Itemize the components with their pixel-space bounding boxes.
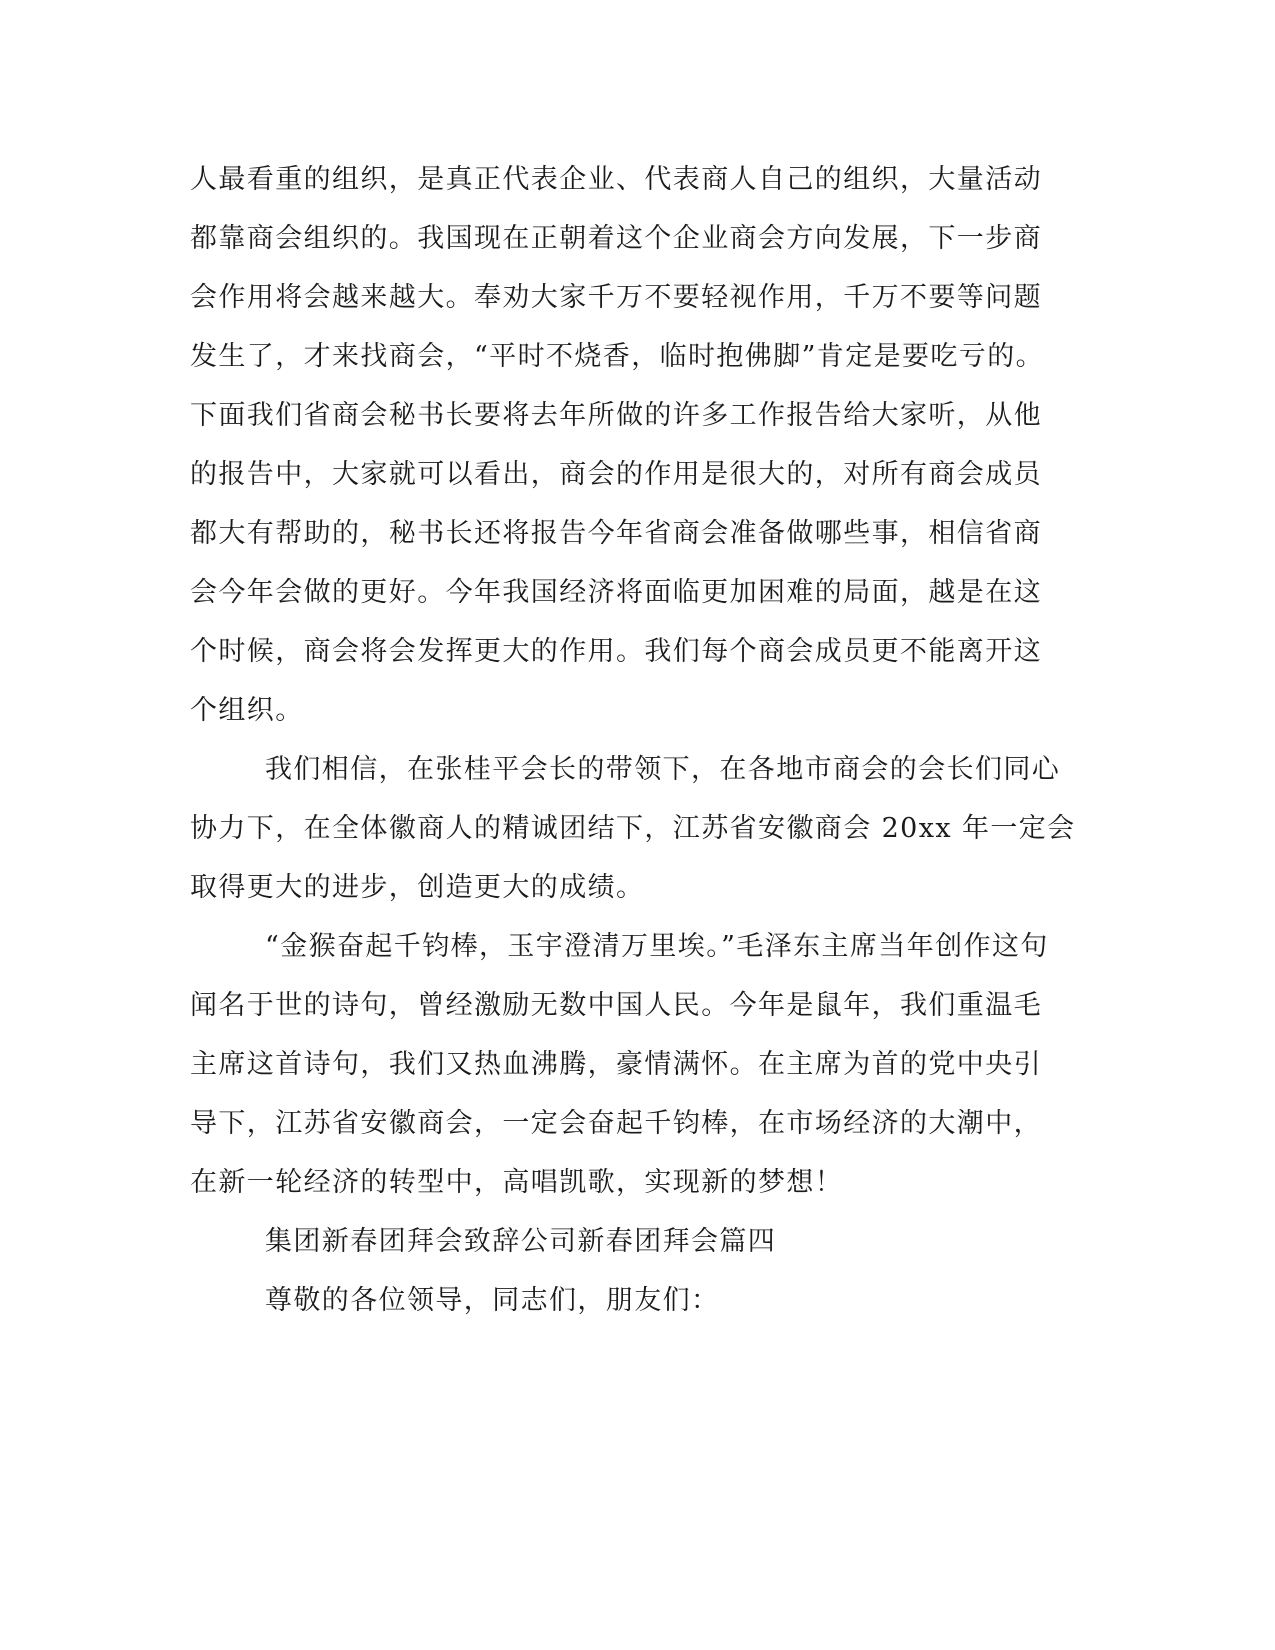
paragraph-line: 的报告中，大家就可以看出，商会的作用是很大的，对所有商会成员 — [190, 459, 1042, 490]
paragraph-line: 个组织。 — [190, 695, 304, 726]
paragraph-line: 人最看重的组织，是真正代表企业、代表商人自己的组织，大量活动 — [190, 164, 1042, 195]
paragraph-line: 取得更大的进步，创造更大的成绩。 — [190, 872, 645, 903]
paragraph-line: “金猴奋起千钧棒，玉宇澄清万里埃。”毛泽东主席当年创作这句 — [265, 931, 1049, 962]
paragraph-line: 闻名于世的诗句，曾经激励无数中国人民。今年是鼠年，我们重温毛 — [190, 990, 1042, 1021]
paragraph-line: 下面我们省商会秘书长要将去年所做的许多工作报告给大家听，从他 — [190, 400, 1042, 431]
paragraph-line: 协力下，在全体徽商人的精诚团结下，江苏省安徽商会 20xx 年一定会 — [190, 813, 1076, 844]
section-heading: 集团新春团拜会致辞公司新春团拜会篇四 — [265, 1226, 777, 1257]
paragraph-line: 个时候，商会将会发挥更大的作用。我们每个商会成员更不能离开这 — [190, 636, 1042, 667]
paragraph-line: 发生了，才来找商会，“平时不烧香，临时抱佛脚”肯定是要吃亏的。 — [190, 341, 1045, 372]
paragraph-line: 会今年会做的更好。今年我国经济将面临更加困难的局面，越是在这 — [190, 577, 1042, 608]
salutation: 尊敬的各位领导，同志们，朋友们： — [265, 1285, 720, 1316]
paragraph-line: 会作用将会越来越大。奉劝大家千万不要轻视作用，千万不要等问题 — [190, 282, 1042, 313]
paragraph-line: 导下，江苏省安徽商会，一定会奋起千钧棒，在市场经济的大潮中， — [190, 1108, 1042, 1139]
paragraph-line: 我们相信，在张桂平会长的带领下，在各地市商会的会长们同心 — [265, 754, 1061, 785]
paragraph-line: 都靠商会组织的。我国现在正朝着这个企业商会方向发展，下一步商 — [190, 223, 1042, 254]
paragraph-line: 在新一轮经济的转型中，高唱凯歌，实现新的梦想！ — [190, 1167, 844, 1198]
paragraph-line: 都大有帮助的，秘书长还将报告今年省商会准备做哪些事，相信省商 — [190, 518, 1042, 549]
paragraph-line: 主席这首诗句，我们又热血沸腾，豪情满怀。在主席为首的党中央引 — [190, 1049, 1042, 1080]
